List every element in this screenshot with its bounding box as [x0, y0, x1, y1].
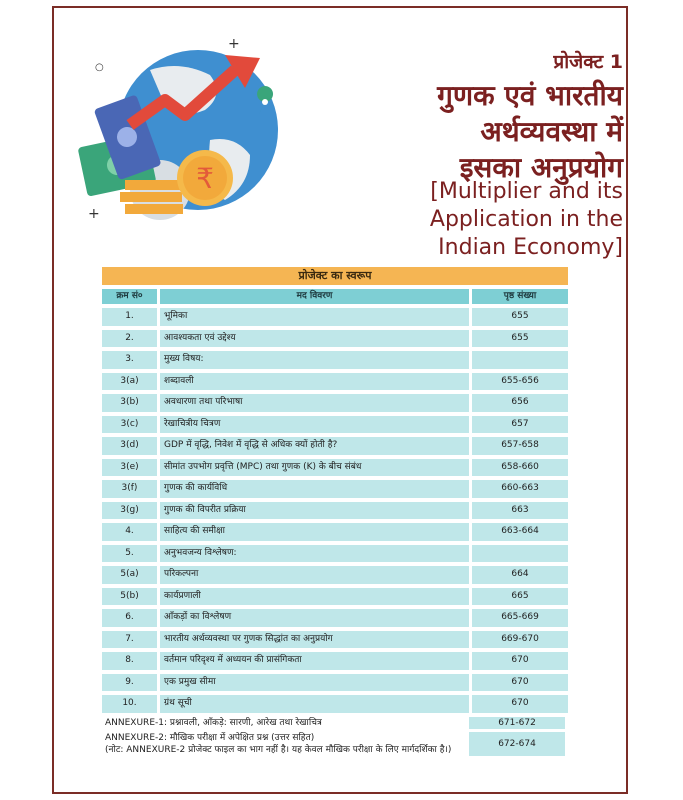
toc-row-page: 657: [472, 416, 568, 434]
toc-row-page: 669-670: [472, 631, 568, 649]
annexure-page: 671-672: [469, 717, 565, 729]
annexure-text: [102, 717, 466, 729]
toc-row-page: 670: [472, 674, 568, 692]
toc-row-number: 6.: [102, 609, 157, 627]
toc-row-number: 8.: [102, 652, 157, 670]
toc-row-topic: ग्रंथ सूची: [160, 695, 469, 713]
toc-row-page: 663-664: [472, 523, 568, 541]
title-hindi-line: गुणक एवं भारतीय: [437, 79, 623, 112]
project-label: प्रोजेक्ट 1: [553, 51, 623, 73]
toc-row-page: 656: [472, 394, 568, 412]
toc-table: [102, 267, 568, 759]
toc-row-number: 2.: [102, 330, 157, 348]
col-header-topic: मद विवरण: [160, 289, 469, 304]
title-english: [430, 178, 623, 262]
toc-row-topic: भारतीय अर्थव्यवस्था पर गुणक सिद्धांत का अनुप्रयोग: [160, 631, 469, 649]
toc-row-topic: अवधारणा तथा परिभाषा: [160, 394, 469, 412]
title-english-line: Application in the: [429, 207, 623, 232]
toc-row-topic: सीमांत उपभोग प्रवृत्ति (MPC) तथा गुणक (K) के बीच संबंध: [160, 459, 469, 477]
toc-row-page: 655: [472, 308, 568, 326]
col-header-number: क्रम सं०: [102, 289, 157, 304]
toc-row-page: 655-656: [472, 373, 568, 391]
toc-row-page: 665-669: [472, 609, 568, 627]
toc-row-topic: आवश्यकता एवं उद्देश्य: [160, 330, 469, 348]
title-english-line: [Multiplier and its: [430, 179, 623, 204]
toc-row-number: 3.: [102, 351, 157, 369]
economy-illustration: [60, 30, 300, 240]
toc-row-page: 658-660: [472, 459, 568, 477]
toc-row-topic: भूमिका: [160, 308, 469, 326]
svg-text:○: ○: [95, 62, 104, 73]
toc-row-number: 7.: [102, 631, 157, 649]
toc-row-number: 9.: [102, 674, 157, 692]
annexure-line: ANNEXURE-1: प्रश्नावली, आँकड़े: सारणी, आरेख तथा रेखाचित्र: [105, 717, 322, 728]
toc-row-number: 5(a): [102, 566, 157, 584]
toc-row-topic: साहित्य की समीक्षा: [160, 523, 469, 541]
toc-row-number: 5.: [102, 545, 157, 563]
toc-row-topic: अनुभवजन्य विश्लेषण:: [160, 545, 469, 563]
annexure-line: (नोट: ANNEXURE-2 प्रोजेक्ट फाइल का भाग नहीं है। यह केवल मौखिक परीक्षा के लिए मार्गदर्शिका है।): [105, 744, 452, 755]
toc-row-topic: आँकड़ों का विश्लेषण: [160, 609, 469, 627]
toc-row-topic: शब्दावली: [160, 373, 469, 391]
toc-heading: प्रोजेक्ट का स्वरूप: [102, 267, 568, 285]
toc-row-topic: मुख्य विषय:: [160, 351, 469, 369]
toc-row-number: 1.: [102, 308, 157, 326]
col-header-page: पृष्ठ संख्या: [472, 289, 568, 304]
toc-row-topic: कार्यप्रणाली: [160, 588, 469, 606]
toc-row-topic: GDP में वृद्धि, निवेश में वृद्धि से अधिक क्यों होती है?: [160, 437, 469, 455]
svg-text:₹: ₹: [196, 162, 214, 195]
svg-text:+: +: [228, 36, 240, 52]
title-hindi-line: अर्थव्यवस्था में: [480, 115, 623, 148]
toc-row-topic: गुणक की विपरीत प्रक्रिया: [160, 502, 469, 520]
toc-row-page: [472, 351, 568, 369]
toc-row-page: 655: [472, 330, 568, 348]
toc-row-page: [472, 545, 568, 563]
toc-row-number: 3(d): [102, 437, 157, 455]
title-hindi-line: इसका अनुप्रयोग: [459, 151, 623, 184]
toc-row-page: 665: [472, 588, 568, 606]
annexure-line: ANNEXURE-2: मौखिक परीक्षा में अपेक्षित प्रश्न (उत्तर सहित): [105, 732, 315, 743]
annexure-text: [102, 732, 466, 756]
toc-row-number: 4.: [102, 523, 157, 541]
toc-row-topic: गुणक की कार्यविधि: [160, 480, 469, 498]
toc-row-topic: रेखाचित्रीय चित्रण: [160, 416, 469, 434]
toc-row-topic: परिकल्पना: [160, 566, 469, 584]
toc-row-number: 3(f): [102, 480, 157, 498]
toc-row-number: 3(e): [102, 459, 157, 477]
toc-row-topic: वर्तमान परिदृश्य में अध्ययन की प्रासंगिकता: [160, 652, 469, 670]
toc-row-number: 5(b): [102, 588, 157, 606]
toc-row-number: 3(a): [102, 373, 157, 391]
toc-grid: [102, 289, 568, 717]
annexure-page: 672-674: [469, 732, 565, 756]
toc-row-page: 663: [472, 502, 568, 520]
toc-row-page: 657-658: [472, 437, 568, 455]
title-english-line: Indian Economy]: [438, 235, 623, 260]
toc-row-page: 660-663: [472, 480, 568, 498]
title-hindi: [437, 78, 623, 186]
toc-row-number: 3(c): [102, 416, 157, 434]
toc-row-page: 670: [472, 695, 568, 713]
toc-row-number: 3(g): [102, 502, 157, 520]
toc-row-number: 10.: [102, 695, 157, 713]
toc-row-page: 664: [472, 566, 568, 584]
toc-row-page: 670: [472, 652, 568, 670]
svg-text:+: +: [88, 206, 100, 222]
toc-row-topic: एक प्रमुख सीमा: [160, 674, 469, 692]
annexure-list: [102, 717, 568, 759]
toc-row-number: 3(b): [102, 394, 157, 412]
